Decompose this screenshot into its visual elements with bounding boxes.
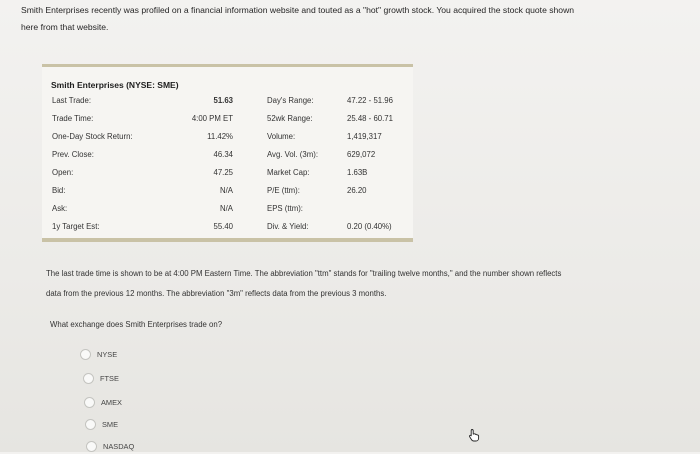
quote-value: 47.25 xyxy=(213,168,233,177)
abbreviation-explanation xyxy=(46,264,666,304)
quote-bottom-rule xyxy=(42,238,413,242)
quote-label-2: Avg. Vol. (3m): xyxy=(267,150,318,159)
quote-row xyxy=(42,146,413,164)
quote-label: 1y Target Est: xyxy=(52,222,100,231)
quote-label-2: Market Cap: xyxy=(267,168,310,177)
option-nyse[interactable] xyxy=(80,346,117,362)
quote-label-2: P/E (ttm): xyxy=(267,186,300,195)
quote-title: Smith Enterprises (NYSE: SME) xyxy=(51,80,179,90)
quote-label-2: Volume: xyxy=(267,132,296,141)
quote-label-2: Day's Range: xyxy=(267,96,314,105)
quote-value-2: 629,072 xyxy=(347,150,376,159)
quote-row xyxy=(42,164,413,182)
intro-line-2: here from that website. xyxy=(21,22,109,32)
quote-row xyxy=(42,92,413,110)
option-label: FTSE xyxy=(100,373,119,383)
quote-value: N/A xyxy=(220,186,233,195)
pointing-hand-icon xyxy=(467,428,481,442)
quote-row xyxy=(42,110,413,128)
quote-value-2: 1,419,317 xyxy=(347,132,382,141)
option-label: NASDAQ xyxy=(103,441,135,451)
quote-label: Prev. Close: xyxy=(52,150,94,159)
quote-value: 55.40 xyxy=(213,222,233,231)
quote-label: One-Day Stock Return: xyxy=(52,132,133,141)
stock-quote-table xyxy=(42,64,413,242)
radio-button[interactable] xyxy=(80,349,91,360)
quote-value-2: 25.48 - 60.71 xyxy=(347,114,393,123)
quote-value: N/A xyxy=(220,204,233,213)
option-label: AMEX xyxy=(101,397,122,407)
quote-row xyxy=(42,182,413,200)
quote-row xyxy=(42,218,413,236)
quote-label-2: Div. & Yield: xyxy=(267,222,309,231)
quote-value: 11.42% xyxy=(207,132,233,141)
explanation-line-2: data from the previous 12 months. The abbreviation "3m" reflects data from the previous 3 months. xyxy=(46,289,387,298)
quote-label: Last Trade: xyxy=(52,96,92,105)
problem-intro xyxy=(21,2,661,36)
quote-label: Trade Time: xyxy=(52,114,94,123)
explanation-line-1: The last trade time is shown to be at 4:00 PM Eastern Time. The abbreviation "ttm" stands for "trailing twelve months," and the number shown reflects xyxy=(46,269,562,278)
quote-value-2: 47.22 - 51.96 xyxy=(347,96,393,105)
quote-label: Bid: xyxy=(52,186,66,195)
quote-value: 51.63 xyxy=(213,96,233,105)
quote-label-2: 52wk Range: xyxy=(267,114,313,123)
quote-row xyxy=(42,200,413,218)
quote-value: 46.34 xyxy=(213,150,233,159)
option-ftse[interactable] xyxy=(83,370,119,386)
quote-value: 4:00 PM ET xyxy=(191,114,233,123)
quote-value-2: 1.63B xyxy=(347,168,368,177)
option-label: SME xyxy=(102,419,119,429)
quote-value-2: 0.20 (0.40%) xyxy=(347,222,392,231)
quote-label: Open: xyxy=(52,168,74,177)
quote-value-2: 26.20 xyxy=(347,186,367,195)
radio-button[interactable] xyxy=(84,397,95,408)
radio-button[interactable] xyxy=(86,441,97,452)
quote-top-rule xyxy=(42,64,413,67)
quote-label-2: EPS (ttm): xyxy=(267,204,303,213)
quote-label: Ask: xyxy=(52,204,68,213)
option-sme[interactable] xyxy=(85,416,118,432)
radio-button[interactable] xyxy=(85,419,96,430)
option-label: NYSE xyxy=(97,349,118,359)
quote-row xyxy=(42,128,413,146)
intro-line-1: Smith Enterprises recently was profiled on a financial information website and touted as a "hot" growth stock. You acquired the stock quote shown xyxy=(21,5,575,15)
radio-button[interactable] xyxy=(83,373,94,384)
option-amex[interactable] xyxy=(84,394,122,410)
question-text: What exchange does Smith Enterprises trade on? xyxy=(50,320,223,329)
